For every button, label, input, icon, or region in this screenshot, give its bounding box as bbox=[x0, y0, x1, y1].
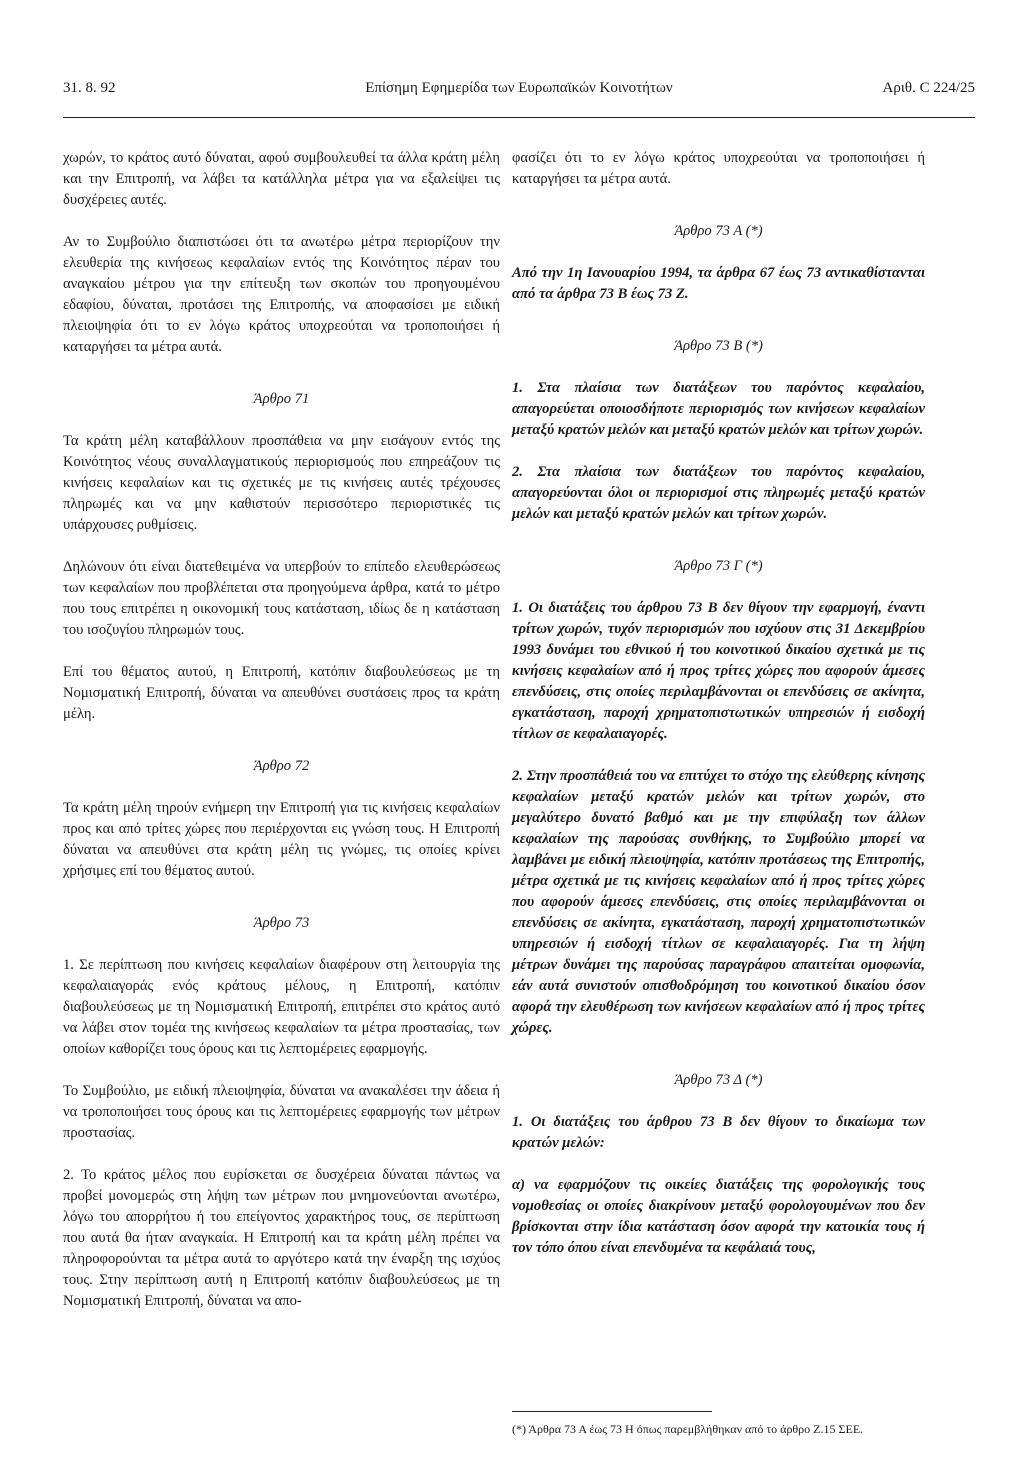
article-heading-73c: Άρθρο 73 Γ (*) bbox=[674, 558, 763, 574]
paragraph: α) να εφαρμόζουν τις οικείες διατάξεις της φορολογικής τους νομοθεσίας οι οποίες διακρίνουν μεταξύ φορολογουμένων που δεν βρίσκονται στην ίδια κατάσταση όσον αφορά την κατοικία τους ή τον τόπο όπου είναι επενδυμένα τα κεφάλαιά τους, bbox=[512, 1177, 925, 1256]
paragraph: 2. Το κράτος μέλος που ευρίσκεται σε δυσχέρεια δύναται πάντως να προβεί μονομερώς στη λήψη των μέτρων που μνημονεύονται ανωτέρω, λόγω του απορρήτου ή του επείγοντος χαρακτήρος τους, σε περίπτωση που αυτά θα ήταν αναγκαία. Η Επιτροπή και τα κράτη μέλη πρέπει να πληροφορούνται τα μέτρα αυτά το αργότερο κατά την έναρξη της ισχύος τους. Στην περίπτωση αυτή η Επιτροπή κατόπιν διαβουλεύσεως με τη Νομισματική Επιτροπή, δύναται να απο- bbox=[63, 1167, 500, 1309]
paragraph: Επί του θέματος αυτού, η Επιτροπή, κατόπιν διαβουλεύσεως με τη Νομισματική Επιτροπή, δύναται να απευθύνει συστάσεις προς τα κράτη μέλη. bbox=[63, 664, 500, 722]
article-heading-73a: Άρθρο 73 Α (*) bbox=[674, 223, 763, 239]
paragraph: Δηλώνουν ότι είναι διατεθειμένα να υπερβούν το επίπεδο ελευθερώσεως των κεφαλαίων που προβλέπεται στα προηγούμενα άρθρα, κατά το μέτρο που τους επιτρέπει η οικονομική τους κατάσταση, ιδίως δε η κατάσταση του ισοζυγίου πληρωμών τους. bbox=[63, 559, 500, 638]
paragraph: Από την 1η Ιανουαρίου 1994, τα άρθρα 67 έως 73 αντικαθίστανται από τα άρθρα 73 Β έως 73 Ζ. bbox=[512, 265, 925, 302]
paragraph: φασίζει ότι το εν λόγω κράτος υποχρεούται να τροποποιήσει ή καταργήσει τα μέτρα αυτά. bbox=[512, 150, 925, 187]
paragraph: 1. Στα πλαίσια των διατάξεων του παρόντος κεφαλαίου, απαγορεύεται οποιοσδήποτε περιορισμός των κινήσεων κεφαλαίων μεταξύ κρατών μελών και μεταξύ κρατών μελών και τρίτων χωρών. bbox=[512, 380, 925, 438]
article-heading-71: Άρθρο 71 bbox=[253, 391, 310, 407]
header-rule bbox=[63, 117, 975, 118]
paragraph: Το Συμβούλιο, με ειδική πλειοψηφία, δύναται να ανακαλέσει την άδεια ή να τροποποιήσει τους όρους και τις λεπτομέρειες εφαρμογής των μέτρων προστασίας. bbox=[63, 1083, 500, 1141]
footnote: (*) Άρθρα 73 Α έως 73 Η όπως παρεμβλήθηκαν από το άρθρο Ζ.15 ΣΕΕ. bbox=[512, 1422, 864, 1436]
article-heading-73: Άρθρο 73 bbox=[253, 915, 310, 931]
paragraph: 2. Στην προσπάθειά του να επιτύχει το στόχο της ελεύθερης κίνησης κεφαλαίων μεταξύ κρατών μελών και τρίτων χωρών, στο μεγαλύτερο δυνατό βαθμό και με την επιφύλαξη των άλλων κεφαλαίων της παρούσας συνθήκης, το Συμβούλιο μπορεί να λαμβάνει με ειδική πλειοψηφία, κατόπιν προτάσεως της Επιτροπής, μέτρα σχετικά με τις κινήσεις κεφαλαίων από ή προς τρίτες χώρες που αφορούν άμεσες επενδύσεις, στις οποίες περιλαμβάνονται οι επενδύσεις σε ακίνητα, εγκατάσταση, παροχή χρηματοπιστωτικών υπηρεσιών ή εισδοχή τίτλων σε κεφαλαιαγορές. Για τη λήψη μέτρων δυνάμει της παρούσας παραγράφου απαιτείται ομοφωνία, εάν αυτά συνιστούν οπισθοδρόμηση του κοινοτικού δικαίου όσον αφορά την ελευθέρωση των κινήσεων κεφαλαίων από ή προς τρίτες χώρες. bbox=[512, 768, 925, 1036]
header-title: Επίσημη Εφημερίδα των Ευρωπαϊκών Κοινοτήτων bbox=[365, 80, 673, 96]
right-column bbox=[512, 148, 925, 1280]
left-column bbox=[63, 148, 500, 1333]
article-heading-73d: Άρθρο 73 Δ (*) bbox=[674, 1072, 763, 1088]
paragraph: χωρών, το κράτος αυτό δύναται, αφού συμβουλευθεί τα άλλα κράτη μέλη και την Επιτροπή, να λάβει τα κατάλληλα μέτρα για να εξαλείψει τις δυσχέρειες αυτές. bbox=[63, 150, 500, 208]
page-header bbox=[63, 80, 975, 100]
footnote-rule bbox=[512, 1411, 712, 1412]
header-reference: Αριθ. C 224/25 bbox=[882, 80, 975, 96]
paragraph: 1. Οι διατάξεις του άρθρου 73 Β δεν θίγουν την εφαρμογή, έναντι τρίτων χωρών, τυχόν περιορισμών που ισχύουν στις 31 Δεκεμβρίου 1993 δυνάμει του εθνικού ή του κοινοτικού δικαίου σχετικά με τις κινήσεις κεφαλαίων από ή προς τρίτες χώρες που αφορούν άμεσες επενδύσεις, στις οποίες περιλαμβάνονται οι επενδύσεις σε ακίνητα, εγκατάσταση, παροχή χρηματοπιστωτικών υπηρεσιών ή εισδοχή τίτλων σε κεφαλαιαγορές. bbox=[512, 600, 925, 742]
paragraph: Τα κράτη μέλη καταβάλλουν προσπάθεια να μην εισάγουν εντός της Κοινότητος νέους συναλλαγματικούς περιορισμούς που επηρεάζουν τις κινήσεις κεφαλαίων και τις σχετικές με τις κινήσεις αυτές τρέχουσες πληρωμές και να μην καθιστούν περισσότερο περιοριστικές τις υπάρχουσες ρυθμίσεις. bbox=[63, 433, 500, 533]
paragraph: 1. Οι διατάξεις του άρθρου 73 Β δεν θίγουν το δικαίωμα των κρατών μελών: bbox=[512, 1114, 925, 1151]
paragraph: Αν το Συμβούλιο διαπιστώσει ότι τα ανωτέρω μέτρα περιορίζουν την ελευθερία της κινήσεως κεφαλαίων εντός της Κοινότητος πέραν του αναγκαίου μέτρου για την επίτευξη των σκοπών του προηγουμένου εδαφίου, δύναται, προτάσει της Επιτροπής, να αποφασίσει με ειδική πλειοψηφία ότι το εν λόγω κράτος υποχρεούται να τροποποιήσει ή καταργήσει τα μέτρα αυτά. bbox=[63, 234, 500, 355]
article-heading-72: Άρθρο 72 bbox=[253, 758, 310, 774]
paragraph: Τα κράτη μέλη τηρούν ενήμερη την Επιτροπή για τις κινήσεις κεφαλαίων προς και από τρίτες χώρες που περιέρχονται εις γνώση τους. Η Επιτροπή δύναται να απευθύνει στα κράτη μέλη τις γνώμες, τις οποίες κρίνει χρήσιμες επί του θέματος αυτού. bbox=[63, 800, 500, 879]
paragraph: 1. Σε περίπτωση που κινήσεις κεφαλαίων διαφέρουν στη λειτουργία της κεφαλαιαγοράς ενός κράτους μέλους, η Επιτροπή, κατόπιν διαβουλεύσεως με τη Νομισματική Επιτροπή, επιτρέπει στο κράτος αυτό να λάβει στον τομέα της κινήσεως κεφαλαίων τα μέτρα προστασίας, των οποίων καθορίζει τους όρους και τις λεπτομέρειες εφαρμογής. bbox=[63, 957, 500, 1057]
header-date: 31. 8. 92 bbox=[63, 80, 116, 96]
paragraph: 2. Στα πλαίσια των διατάξεων του παρόντος κεφαλαίου, απαγορεύονται όλοι οι περιορισμοί στις πληρωμές μεταξύ κρατών μελών και μεταξύ κρατών μελών και τρίτων χωρών. bbox=[512, 464, 925, 522]
article-heading-73b: Άρθρο 73 Β (*) bbox=[674, 338, 763, 354]
